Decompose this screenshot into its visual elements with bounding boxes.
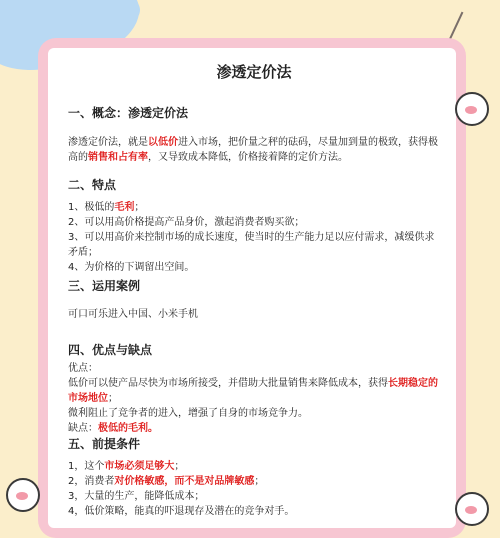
list — [68, 459, 438, 519]
section-heading: 一、概念：渗透定价法 — [68, 106, 189, 120]
paragraph — [68, 135, 438, 165]
paw-icon — [6, 478, 40, 512]
paw-icon — [455, 492, 489, 526]
list-item: 3、可以用高价来控制市场的成长速度，使当时的生产能力足以应付需求，减缓供求矛盾； — [68, 232, 435, 258]
text: 进入市场，把价量之秤的砝码，尽量加到量的极致，获得极高的 — [68, 137, 438, 163]
page-title: 渗透定价法 — [216, 63, 292, 81]
list-item: 3，大量的生产，能降低成本； — [68, 491, 205, 502]
list-item: 4、为价格的下调留出空间。 — [68, 262, 195, 273]
paw-icon — [455, 92, 489, 126]
highlight-text: 以低价 — [148, 137, 178, 148]
section-heading: 四、优点与缺点 — [68, 343, 153, 357]
paragraph: 可口可乐进入中国、小米手机 — [68, 309, 198, 320]
list-item: 2、可以用高价格提高产品身价，激起消费者购买欲； — [68, 217, 305, 228]
label: 优点： — [68, 363, 98, 374]
list-item: 1，这个市场必须足够大； — [68, 461, 185, 472]
paragraph — [68, 361, 438, 436]
list-item: 4，低价策略，能真的吓退现存及潜在的竞争对手。 — [68, 506, 295, 517]
list-item: 2，消费者对价格敏感，而不是对品牌敏感； — [68, 476, 265, 487]
text: 微利阻止了竞争者的进入，增强了自身的市场竞争力。 — [68, 408, 308, 419]
section-heading: 五、前提条件 — [68, 437, 141, 451]
highlight-text: 销售和占有率 — [88, 152, 148, 163]
text: 低价可以使产品尽快为市场所接受，并借助大批量销售来降低成本，获得长期稳定的市场地位； — [68, 378, 438, 404]
text: 缺点：极低的毛利。 — [68, 423, 158, 434]
section-heading: 三、运用案例 — [68, 279, 141, 293]
list-item: 1、极低的毛利； — [68, 202, 145, 213]
list — [68, 200, 438, 275]
text: ，又导致成本降低，价格接着降的定价方法。 — [148, 152, 348, 163]
text: 渗透定价法，就是 — [68, 137, 148, 148]
section-heading: 二、特点 — [68, 178, 117, 192]
document-content — [68, 58, 440, 517]
